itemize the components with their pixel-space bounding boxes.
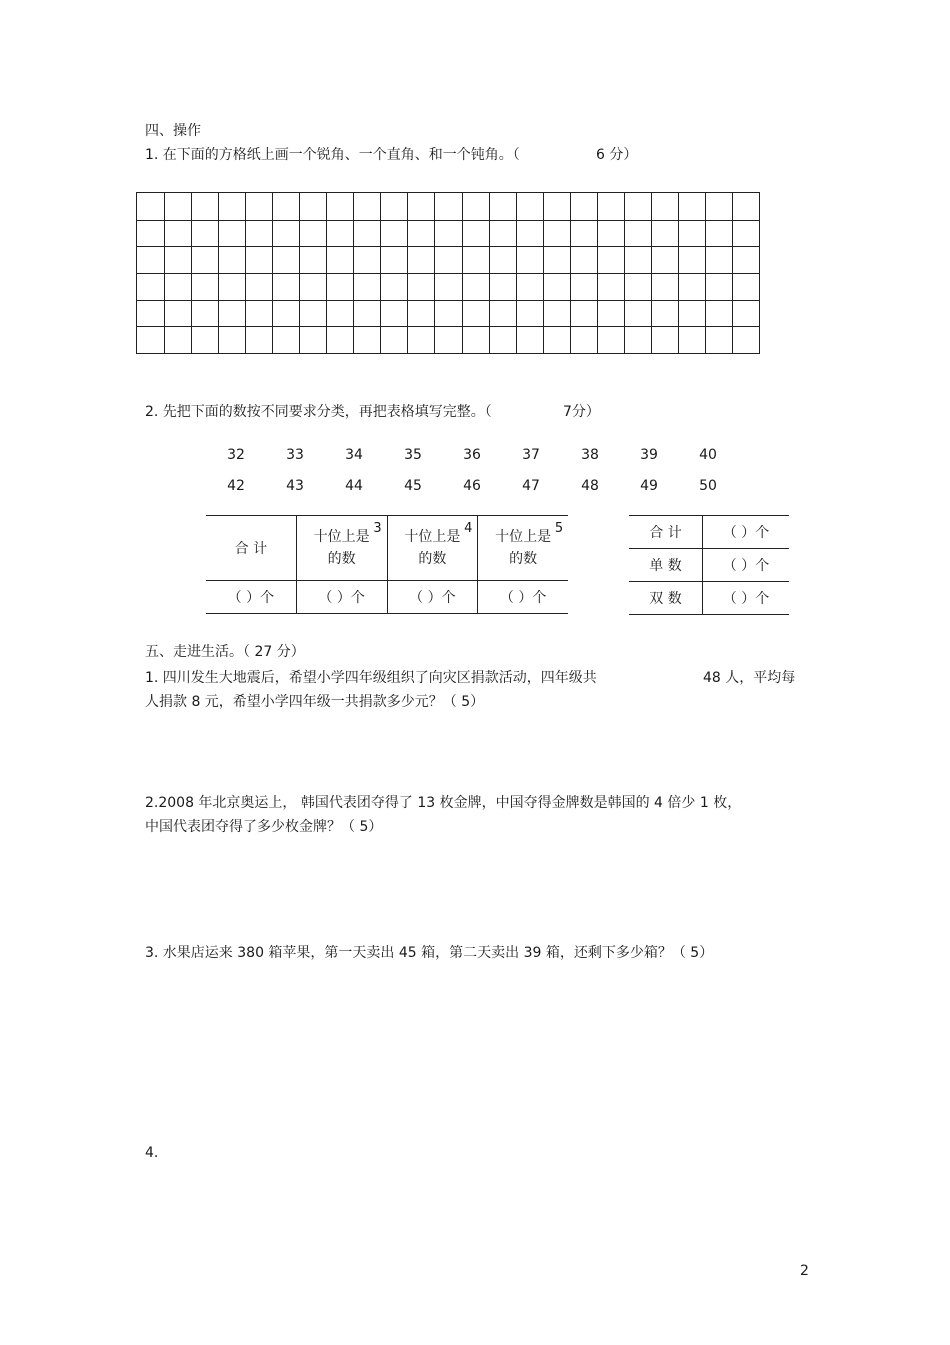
number-item: 50	[699, 478, 717, 494]
blank-tens-4[interactable]: （ ）个	[387, 581, 478, 614]
grid-col-line	[218, 193, 219, 353]
classification-table-tens	[206, 515, 568, 614]
grid-col-line	[191, 193, 192, 353]
life-q2-line1: 2.2008 年北京奥运上， 韩国代表团夺得了 13 枚金牌，中国夺得金牌数是韩国的 4 倍少 1 枚，	[145, 795, 742, 811]
tens-3-of: 的数	[327, 551, 356, 567]
grid-col-line	[597, 193, 598, 353]
grid-col-line	[353, 193, 354, 353]
parity-total-label: 合 计	[629, 516, 703, 549]
number-item: 46	[463, 478, 481, 494]
section4-heading: 四、操作	[145, 123, 201, 139]
blank-total[interactable]: （ ）个	[227, 590, 275, 606]
tens-4-digit: 4	[464, 521, 473, 536]
q2-text: 2. 先把下面的数按不同要求分类，再把表格填写完整。（	[145, 404, 492, 420]
q1-score: 6 分）	[596, 147, 638, 163]
number-item: 43	[286, 478, 304, 494]
blank-tens-3[interactable]: （ ）个	[296, 581, 387, 614]
grid-row-line	[137, 326, 759, 327]
grid-col-line	[651, 193, 652, 353]
grid-col-line	[164, 193, 165, 353]
grid-col-line	[516, 193, 517, 353]
q2-score: 7分）	[563, 404, 600, 420]
number-item: 45	[404, 478, 422, 494]
grid-col-line	[326, 193, 327, 353]
odd-label: 单 数	[629, 549, 703, 582]
page-number: 2	[800, 1263, 809, 1279]
number-item: 35	[404, 447, 422, 463]
number-item: 40	[699, 447, 717, 463]
life-q1-line2: 人捐款 8 元，希望小学四年级一共捐款多少元？（ 5）	[145, 694, 485, 710]
grid-col-line	[272, 193, 273, 353]
grid-col-line	[245, 193, 246, 353]
tens-3-digit: 3	[373, 521, 382, 536]
life-q2-line2: 中国代表团夺得了多少枚金牌？（ 5）	[145, 819, 383, 835]
number-item: 33	[286, 447, 304, 463]
grid-row-line	[137, 246, 759, 247]
number-item: 47	[522, 478, 540, 494]
tens-5-of: 的数	[509, 551, 538, 567]
number-item: 49	[640, 478, 658, 494]
grid-col-line	[462, 193, 463, 353]
tens-4-of: 的数	[418, 551, 447, 567]
life-q1-line1-b: 48 人，平均每	[703, 670, 796, 686]
total-header: 合 计	[234, 541, 268, 557]
number-item: 37	[522, 447, 540, 463]
odd-blank[interactable]: （ ）个	[703, 549, 790, 582]
grid-col-line	[489, 193, 490, 353]
grid-col-line	[705, 193, 706, 353]
classification-table-parity	[629, 515, 789, 615]
parity-total-blank[interactable]: （ ）个	[703, 516, 790, 549]
life-q3: 3. 水果店运来 380 箱苹果，第一天卖出 45 箱，第二天卖出 39 箱，还剩下多少箱？（ 5）	[145, 945, 714, 961]
grid-col-line	[678, 193, 679, 353]
section5-heading: 五、走进生活。（ 27 分）	[145, 644, 305, 660]
square-grid	[136, 192, 760, 354]
grid-row-line	[137, 273, 759, 274]
number-item: 38	[581, 447, 599, 463]
tens-3-label: 十位上是	[313, 529, 370, 545]
blank-tens-5[interactable]: （ ）个	[478, 581, 568, 614]
grid-col-line	[732, 193, 733, 353]
grid-col-line	[434, 193, 435, 353]
tens-5-digit: 5	[554, 521, 564, 536]
life-q4: 4.	[145, 1145, 159, 1161]
even-blank[interactable]: （ ）个	[703, 582, 790, 615]
grid-col-line	[299, 193, 300, 353]
grid-row-line	[137, 220, 759, 221]
grid-col-line	[380, 193, 381, 353]
grid-col-line	[624, 193, 625, 353]
number-item: 48	[581, 478, 599, 494]
number-item: 44	[345, 478, 363, 494]
grid-col-line	[407, 193, 408, 353]
number-item: 32	[227, 447, 245, 463]
tens-5-label: 十位上是	[495, 529, 552, 545]
grid-col-line	[543, 193, 544, 353]
number-item: 36	[463, 447, 481, 463]
life-q1-line1: 1. 四川发生大地震后，希望小学四年级组织了向灾区捐款活动，四年级共	[145, 670, 597, 686]
even-label: 双 数	[649, 591, 682, 607]
number-item: 34	[345, 447, 363, 463]
tens-4-label: 十位上是	[404, 529, 461, 545]
number-item: 42	[227, 478, 245, 494]
q1-text: 1. 在下面的方格纸上画一个锐角、一个直角、和一个钝角。（	[145, 147, 520, 163]
grid-col-line	[570, 193, 571, 353]
number-item: 39	[640, 447, 658, 463]
grid-row-line	[137, 300, 759, 301]
